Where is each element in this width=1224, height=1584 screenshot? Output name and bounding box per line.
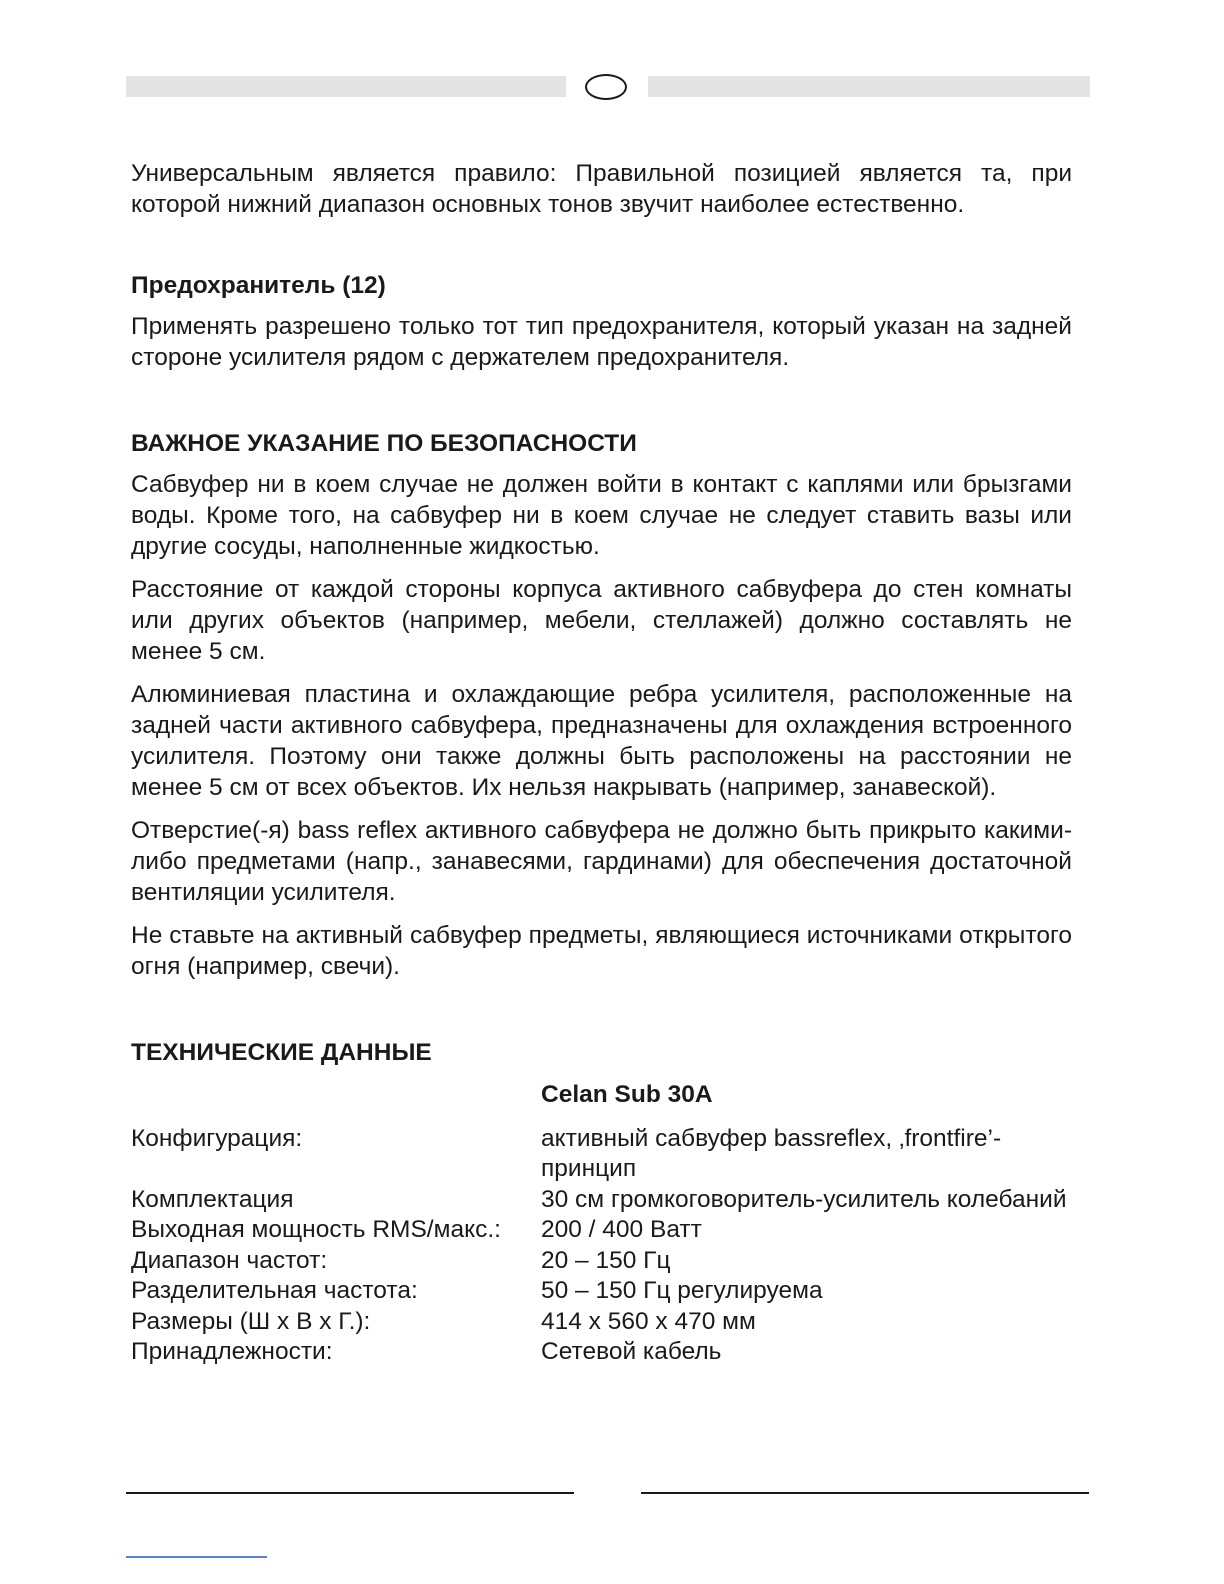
table-row	[131, 1215, 1072, 1246]
footer-rule-left	[126, 1492, 574, 1494]
safety-paragraph: Алюминиевая пластина и охлаждающие ребра усилителя, расположенные на задней части активного сабвуфера, предназначены для охлаждения встроенного усилителя. Поэтому они также должны быть расположены на расстоянии не менее 5 см от всех объектов. Их нельзя накрывать (например, занавеской).	[131, 681, 1072, 801]
spec-label: Размеры (Ш x В x Г.):	[131, 1307, 371, 1335]
spec-label: Конфигурация:	[131, 1124, 303, 1152]
document-body	[131, 158, 1072, 1368]
fuse-heading: Предохранитель (12)	[131, 272, 386, 299]
spec-label: Выходная мощность RMS/макс.:	[131, 1216, 501, 1243]
tech-heading: ТЕХНИЧЕСКИЕ ДАННЫЕ	[131, 1039, 432, 1066]
intro-paragraph: Универсальным является правило: Правильной позицией является та, при которой нижний диапазон основных тонов звучит наиболее естественно.	[131, 160, 1072, 218]
spec-value: 20 – 150 Гц	[541, 1246, 671, 1274]
spec-value: 200 / 400 Ватт	[541, 1216, 702, 1243]
table-row	[131, 1337, 1072, 1368]
fuse-paragraph: Применять разрешено только тот тип предохранителя, который указан на задней стороне усилителя рядом с держателем предохранителя.	[131, 313, 1072, 371]
corner-rule	[126, 1556, 267, 1558]
safety-paragraph: Не ставьте на активный сабвуфер предметы, являющиеся источниками открытого огня (например, свечи).	[131, 922, 1072, 980]
safety-heading: ВАЖНОЕ УКАЗАНИЕ ПО БЕЗОПАСНОСТИ	[131, 430, 637, 457]
spec-value: Сетевой кабель	[541, 1338, 722, 1365]
safety-section	[131, 469, 1072, 982]
page-number-oval	[585, 74, 627, 100]
header-bar-left	[126, 76, 566, 97]
spec-label: Диапазон частот:	[131, 1246, 328, 1274]
safety-paragraph: Расстояние от каждой стороны корпуса активного сабвуфера до стен комнаты или других объектов (например, мебели, стеллажей) должно составлять не менее 5 см.	[131, 576, 1072, 665]
table-row	[131, 1246, 1072, 1277]
footer-rule-right	[641, 1492, 1089, 1494]
spec-label: Разделительная частота:	[131, 1277, 418, 1304]
model-name: Celan Sub 30A	[541, 1081, 713, 1108]
spec-value: 414 x 560 x 470 мм	[541, 1307, 756, 1335]
spec-value: 30 см громкоговоритель-усилитель колебаний	[541, 1185, 1067, 1213]
spec-label: Комплектация	[131, 1185, 294, 1213]
tech-model-row	[131, 1080, 1072, 1124]
safety-paragraph: Отверстие(-я) bass reflex активного сабвуфера не должно быть прикрыто какими-либо предметами (напр., занавесями, гардинами) для обеспечения достаточной вентиляции усилителя.	[131, 817, 1072, 906]
table-row	[131, 1307, 1072, 1338]
spec-value: 50 – 150 Гц регулируема	[541, 1277, 823, 1304]
table-row	[131, 1124, 1072, 1185]
spec-label: Принадлежности:	[131, 1338, 333, 1365]
header-bar-right	[648, 76, 1090, 97]
table-row	[131, 1185, 1072, 1216]
spec-value: активный сабвуфер bassreflex, ‚frontfire’-принцип	[541, 1124, 1002, 1182]
safety-paragraph: Сабвуфер ни в коем случае не должен войти в контакт с каплями или брызгами воды. Кроме того, на сабвуфер ни в коем случае не следует ставить вазы или другие сосуды, наполненные жидкостью.	[131, 471, 1072, 560]
table-row	[131, 1276, 1072, 1307]
tech-specs-table	[131, 1080, 1072, 1368]
